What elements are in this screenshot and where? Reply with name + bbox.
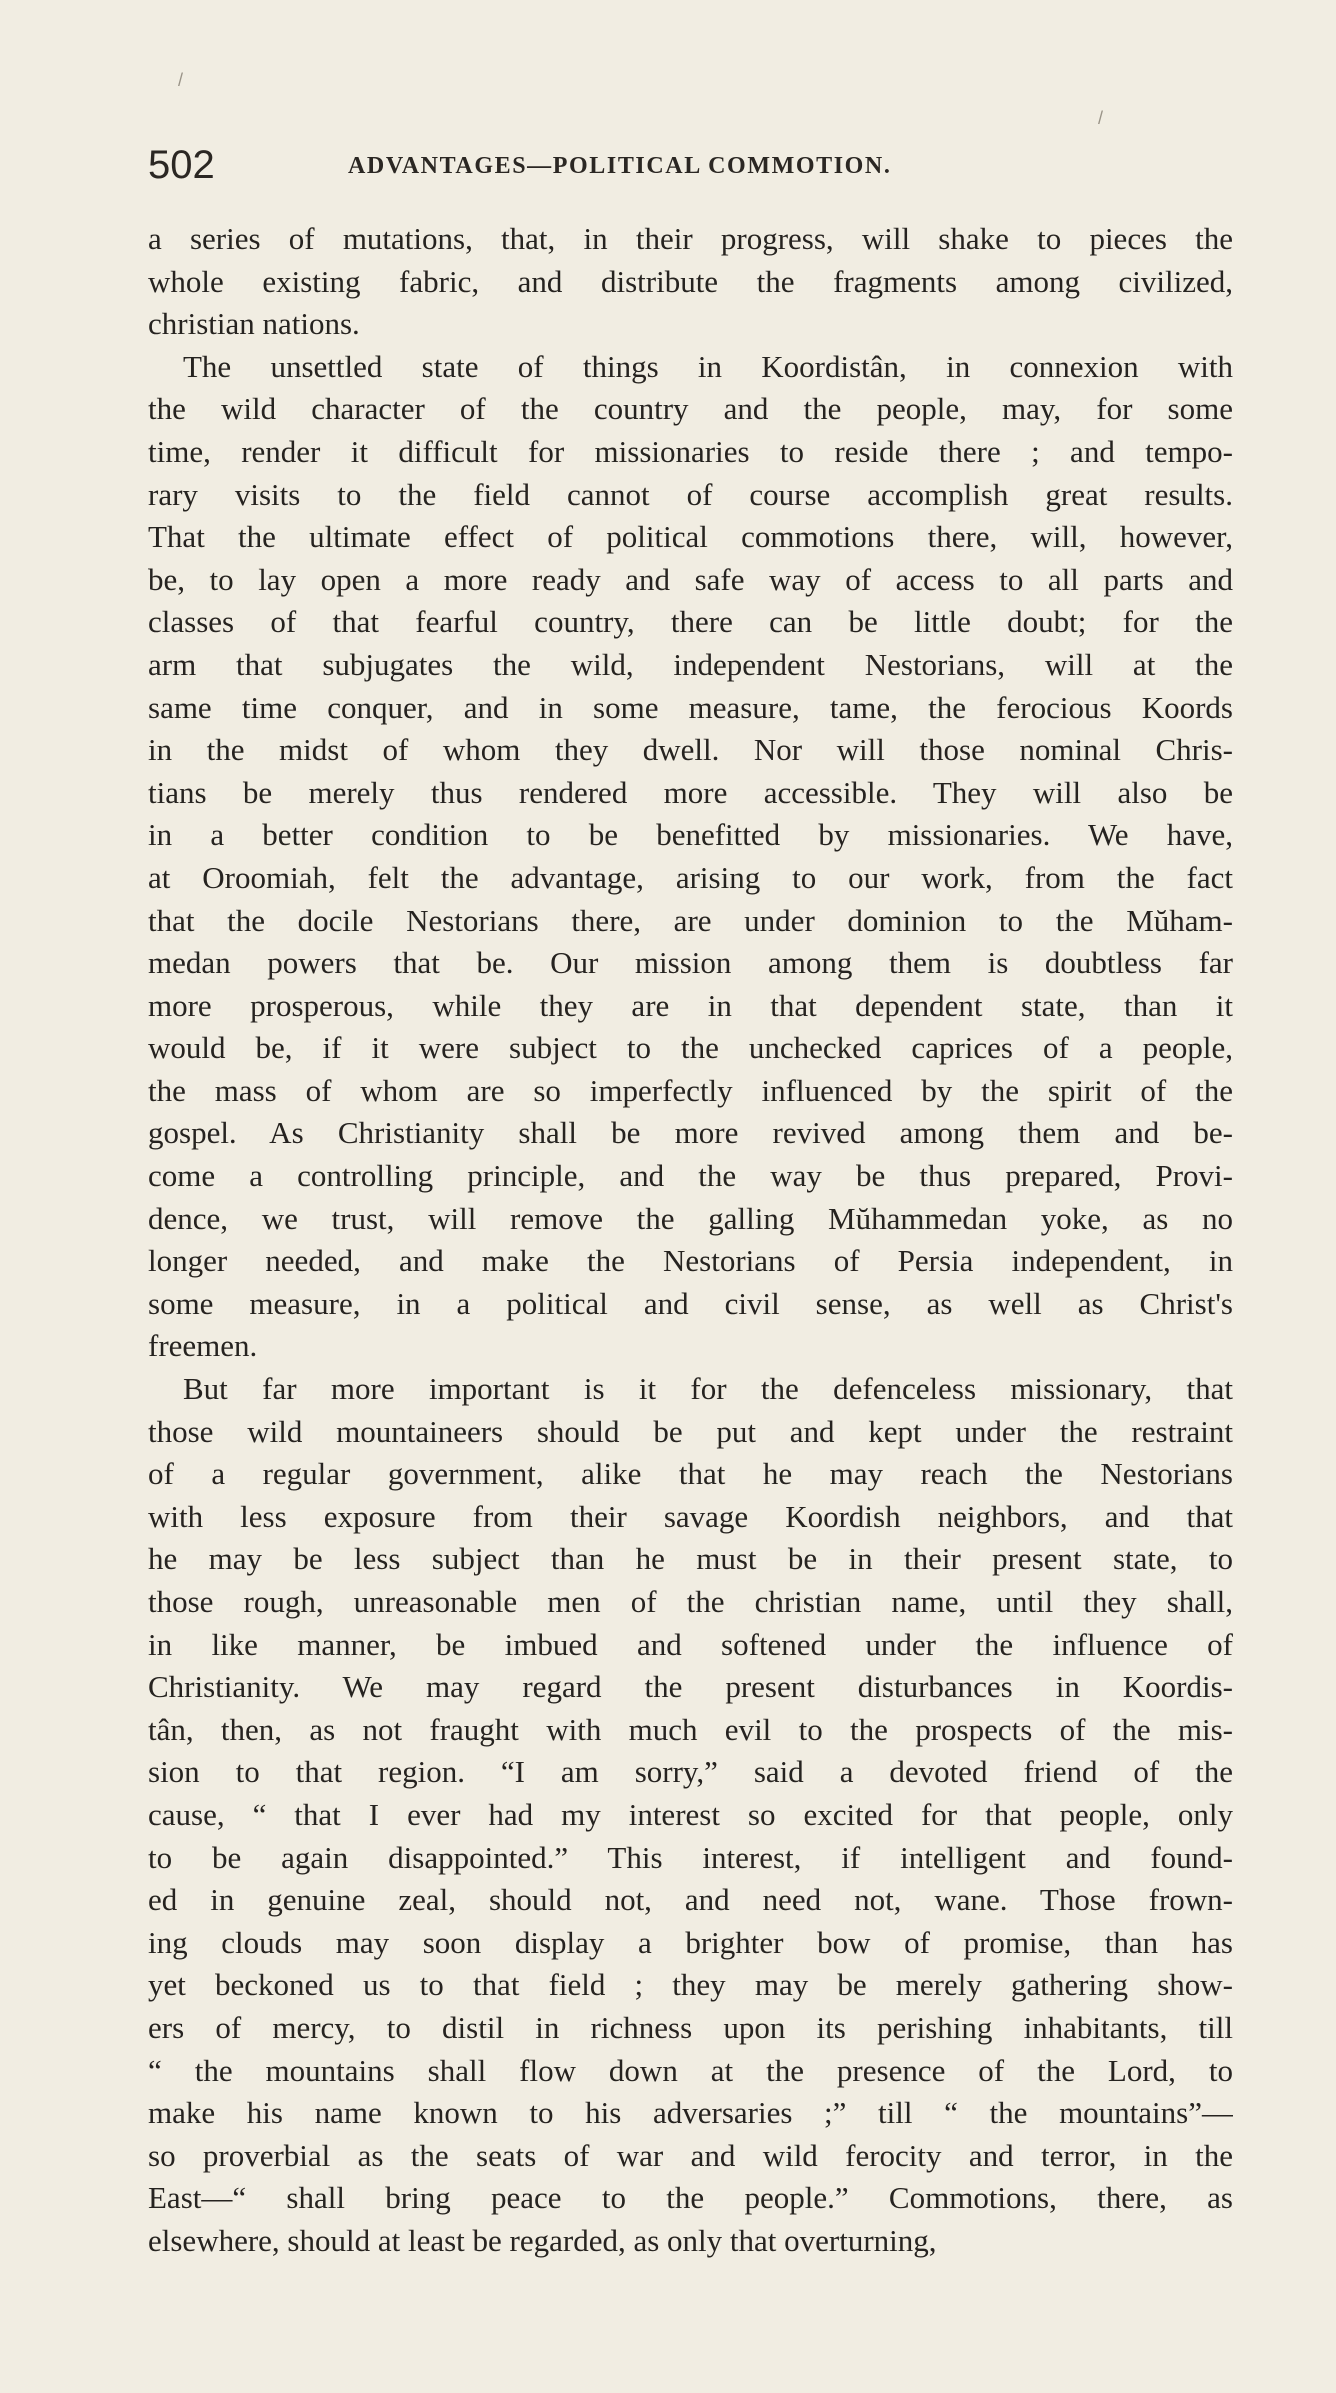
text-line: “ the mountains shall flow down at the presence of the Lord, to xyxy=(148,2052,1233,2088)
text-line: whole existing fabric, and distribute the fragments among civilized, xyxy=(148,263,1233,299)
text-line: longer needed, and make the Nestorians of Persia independent, in xyxy=(148,1243,1233,1279)
text-line: cause, “ that I ever had my interest so excited for that people, only xyxy=(148,1796,1233,1832)
text-line: more prosperous, while they are in that dependent state, than it xyxy=(148,987,1233,1023)
text-line: those wild mountaineers should be put and kept under the restraint xyxy=(148,1413,1233,1449)
text-line: in the midst of whom they dwell. Nor will those nominal Chris- xyxy=(148,732,1233,768)
text-line: come a controlling principle, and the way be thus prepared, Provi- xyxy=(148,1158,1233,1194)
text-line: those rough, unreasonable men of the christian name, until they shall, xyxy=(148,1584,1233,1619)
text-line: in a better condition to be benefitted by missionaries. We have, xyxy=(148,817,1233,853)
page-number: 502 xyxy=(148,143,215,187)
text-line: freemen. xyxy=(148,1328,258,1364)
text-line: in like manner, be imbued and softened under the influence of xyxy=(148,1626,1233,1662)
text-line: tân, then, as not fraught with much evil to the prospects of the mis- xyxy=(148,1711,1233,1747)
text-line: tians be merely thus rendered more accessible. They will also be xyxy=(148,774,1233,810)
text-line: yet beckoned us to that field ; they may be merely gathering show- xyxy=(148,1967,1233,2003)
text-line: that the docile Nestorians there, are under dominion to the Mŭham- xyxy=(148,902,1233,938)
text-line: ed in genuine zeal, should not, and need not, wane. Those frown- xyxy=(148,1882,1233,1918)
page-stray-mark: / xyxy=(1098,108,1104,128)
text-line: would be, if it were subject to the unchecked caprices of a people, xyxy=(148,1030,1233,1066)
body-text xyxy=(148,218,1233,2263)
paragraph xyxy=(148,1368,1233,2262)
text-line: some measure, in a political and civil sense, as well as Christ's xyxy=(148,1285,1233,1321)
text-line: arm that subjugates the wild, independent Nestorians, will at the xyxy=(148,646,1233,682)
running-title: ADVANTAGES—POLITICAL COMMOTION. xyxy=(348,153,892,179)
text-line: East—“ shall bring peace to the people.” Commotions, there, as xyxy=(148,2180,1233,2216)
text-line: elsewhere, should at least be regarded, as only that overturning, xyxy=(148,2222,937,2258)
paragraph xyxy=(148,218,1233,346)
text-line: time, render it difficult for missionaries to reside there ; and tempo- xyxy=(148,433,1233,469)
text-line: same time conquer, and in some measure, tame, the ferocious Koords xyxy=(148,689,1233,725)
text-line: of a regular government, alike that he may reach the Nestorians xyxy=(148,1456,1233,1492)
text-line: a series of mutations, that, in their progress, will shake to pieces the xyxy=(148,221,1233,256)
text-line: so proverbial as the seats of war and wild ferocity and terror, in the xyxy=(148,2137,1233,2173)
text-line: at Oroomiah, felt the advantage, arising to our work, from the fact xyxy=(148,859,1233,895)
text-line: the wild character of the country and the people, may, for some xyxy=(148,391,1233,427)
text-line: ing clouds may soon display a brighter bow of promise, than has xyxy=(148,1924,1233,1960)
text-line: classes of that fearful country, there can be little doubt; for the xyxy=(148,604,1233,640)
text-line: That the ultimate effect of political commotions there, will, however, xyxy=(148,519,1233,555)
text-line: christian nations. xyxy=(148,306,360,342)
text-line: the mass of whom are so imperfectly influenced by the spirit of the xyxy=(148,1072,1233,1108)
text-line: sion to that region. “I am sorry,” said a devoted friend of the xyxy=(148,1754,1233,1790)
text-line: The unsettled state of things in Koordistân, in connexion with xyxy=(183,348,1233,384)
text-line: he may be less subject than he must be in their present state, to xyxy=(148,1541,1233,1577)
text-line: gospel. As Christianity shall be more revived among them and be- xyxy=(148,1115,1233,1151)
text-line: Christianity. We may regard the present disturbances in Koordis- xyxy=(148,1669,1233,1705)
running-head xyxy=(148,140,1233,190)
text-line: dence, we trust, will remove the galling Mŭhammedan yoke, as no xyxy=(148,1200,1233,1236)
text-line: ers of mercy, to distil in richness upon its perishing inhabitants, till xyxy=(148,2009,1233,2045)
text-line: medan powers that be. Our mission among them is doubtless far xyxy=(148,945,1233,981)
text-line: make his name known to his adversaries ;” till “ the mountains”— xyxy=(148,2095,1233,2131)
text-line: rary visits to the field cannot of course accomplish great results. xyxy=(148,476,1233,512)
text-line: But far more important is it for the defenceless missionary, that xyxy=(183,1371,1233,1407)
page-stray-mark: / xyxy=(178,70,184,90)
text-line: be, to lay open a more ready and safe way of access to all parts and xyxy=(148,561,1233,597)
paragraph xyxy=(148,346,1233,1368)
text-line: with less exposure from their savage Koordish neighbors, and that xyxy=(148,1498,1233,1534)
text-line: to be again disappointed.” This interest, if intelligent and found- xyxy=(148,1839,1233,1875)
